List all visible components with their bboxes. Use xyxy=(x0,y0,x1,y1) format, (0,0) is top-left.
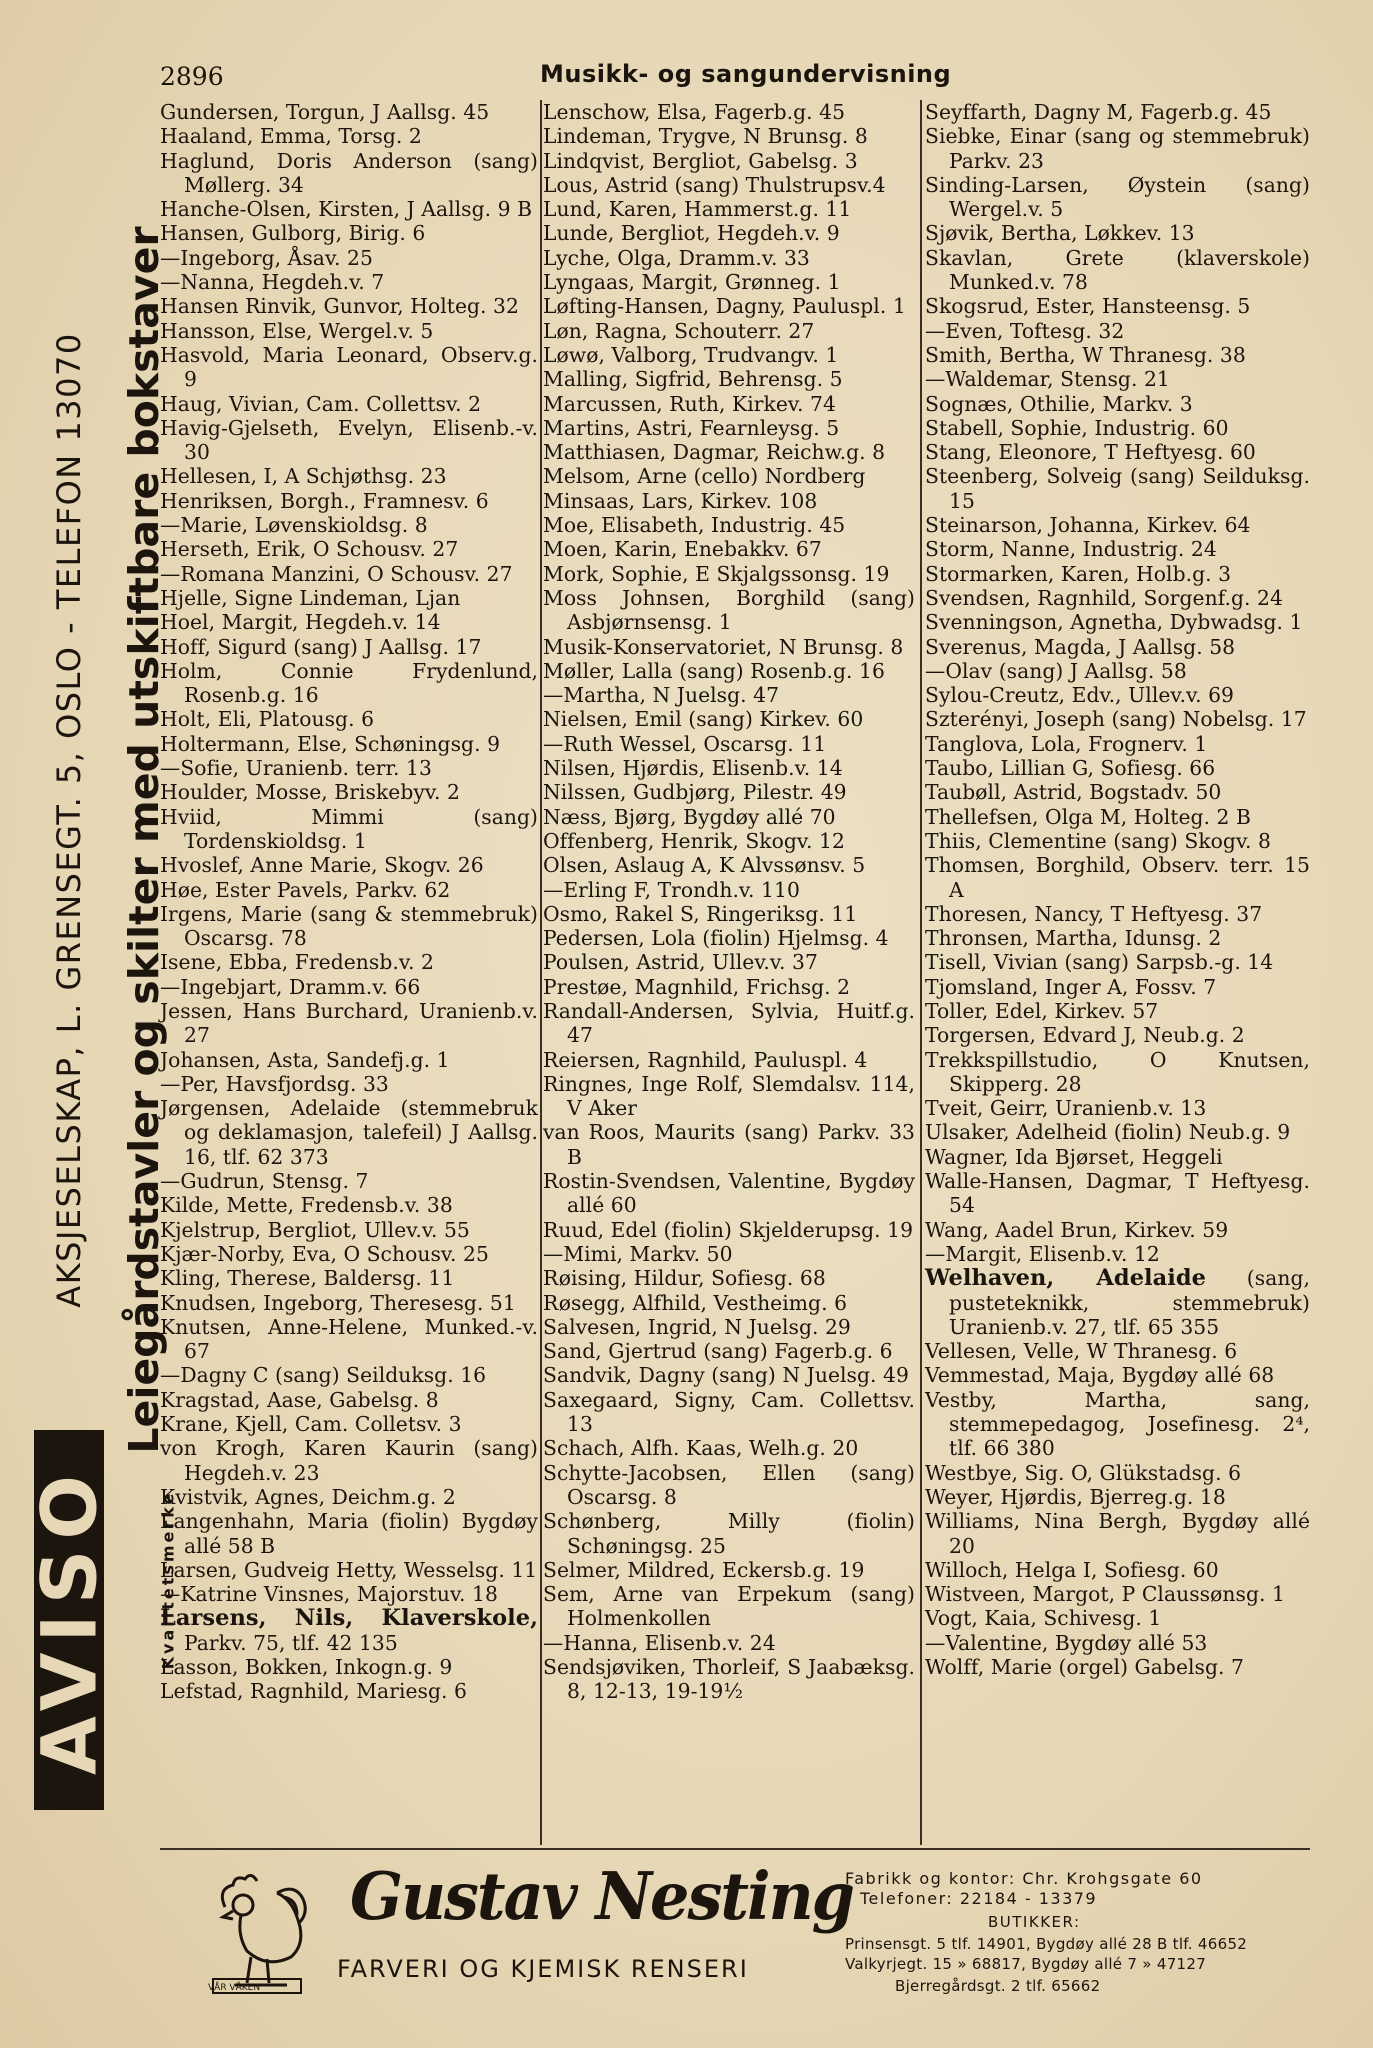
directory-entry: Lunde, Bergliot, Hegdeh.v. 9 xyxy=(543,221,840,246)
directory-entry: —Martha, N Juelsg. 47 xyxy=(543,683,780,708)
directory-entry: Schytte-Jacobsen, Ellen (sang) Oscarsg. 8 xyxy=(543,1460,915,1509)
directory-entry: Knudsen, Ingeborg, Theresesg. 51 xyxy=(160,1290,516,1315)
directory-entry: Willoch, Helga I, Sofiesg. 60 xyxy=(925,1557,1219,1582)
directory-entry: Seyffarth, Dagny M, Fagerb.g. 45 xyxy=(925,100,1272,124)
directory-entry: Holtermann, Else, Schøningsg. 9 xyxy=(160,731,501,756)
directory-entry: Moss Johnsen, Borghild (sang) Asbjørnsensg. 1 xyxy=(543,585,915,635)
directory-entry: Larsen, Gudveig Hetty, Wesselsg. 11 xyxy=(160,1557,538,1582)
directory-entry: Hoff, Sigurd (sang) J Aallsg. 17 xyxy=(160,634,482,659)
page-number: 2896 xyxy=(160,62,224,91)
directory-entry: Løwø, Valborg, Trudvangv. 1 xyxy=(543,342,839,367)
directory-entry: Løfting-Hansen, Dagny, Pauluspl. 1 xyxy=(543,294,906,319)
directory-entry: Mork, Sophie, E Skjalgssonsg. 19 xyxy=(543,561,890,586)
directory-entry: Vemmestad, Maja, Bygdøy allé 68 xyxy=(925,1363,1275,1388)
directory-entry: Sandvik, Dagny (sang) N Juelsg. 49 xyxy=(543,1363,909,1388)
directory-entry: Henriksen, Borgh., Framnesv. 6 xyxy=(160,488,489,513)
directory-entry: Langenhahn, Maria (fiolin) Bygdøy allé 58 B xyxy=(160,1509,538,1558)
directory-entry: Lous, Astrid (sang) Thulstrupsv.4 xyxy=(543,172,886,197)
directory-entry: Wolff, Marie (orgel) Gabelsg. 7 xyxy=(925,1655,1244,1679)
directory-entry: Wistveen, Margot, P Claussønsg. 1 xyxy=(925,1582,1285,1607)
directory-entry: —Waldemar, Stensg. 21 xyxy=(925,367,1170,392)
directory-entry: Lenschow, Elsa, Fagerb.g. 45 xyxy=(543,100,846,124)
shops-heading: BUTIKKER: xyxy=(988,1913,1081,1931)
directory-entry: Walle-Hansen, Dagmar, T Heftyesg. 54 xyxy=(925,1169,1310,1218)
directory-entry: Musik-Konservatoriet, N Brunsg. 8 xyxy=(543,634,904,659)
directory-entry: Røsegg, Alfhild, Vestheimg. 6 xyxy=(543,1290,848,1315)
directory-entry: Høe, Ester Pavels, Parkv. 62 xyxy=(160,877,451,902)
directory-entry: Matthiasen, Dagmar, Reichw.g. 8 xyxy=(543,440,886,465)
directory-entry: Stang, Eleonore, T Heftyesg. 60 xyxy=(925,440,1256,465)
bold-name: Larsens, Nils, Klaverskole, xyxy=(160,1605,538,1632)
directory-entry: —Katrine Vinsnes, Majorstuv. 18 xyxy=(160,1582,498,1607)
directory-entry: —Even, Toftesg. 32 xyxy=(925,318,1125,343)
directory-entry: Stabell, Sophie, Industrig. 60 xyxy=(925,415,1229,440)
aviso-logo-text: AVISO xyxy=(24,1464,114,1776)
directory-entry: Thellefsen, Olga M, Holteg. 2 B xyxy=(925,804,1251,829)
directory-entry: Poulsen, Astrid, Ullev.v. 37 xyxy=(543,950,818,975)
directory-entry: Sognæs, Othilie, Markv. 3 xyxy=(925,391,1193,416)
directory-entry: Taubøll, Astrid, Bogstadv. 50 xyxy=(925,780,1222,805)
directory-entry: Saxegaard, Signy, Cam. Collettsv. 13 xyxy=(543,1387,915,1437)
directory-entry: Svenningson, Agnetha, Dybwadsg. 1 xyxy=(925,610,1303,635)
directory-entry: Selmer, Mildred, Eckersb.g. 19 xyxy=(543,1557,865,1582)
directory-column-3 xyxy=(925,100,1310,1840)
directory-entry: Tanglova, Lola, Frognerv. 1 xyxy=(925,731,1208,756)
nesting-subtitle: FARVERI OG KJEMISK RENSERI xyxy=(337,1955,749,1983)
directory-entry: Hanche-Olsen, Kirsten, J Aallsg. 9 B xyxy=(160,197,533,222)
directory-entry: Vestby, Martha, sang, stemmepedagog, Josefinesg. 2⁴, tlf. 66 380 xyxy=(925,1387,1310,1461)
directory-entry: Prestøe, Magnhild, Frichsg. 2 xyxy=(543,974,851,999)
directory-entry: Pedersen, Lola (fiolin) Hjelmsg. 4 xyxy=(543,926,889,951)
directory-entry: Isene, Ebba, Fredensb.v. 2 xyxy=(160,950,434,975)
nesting-advert xyxy=(160,1855,1310,2015)
rooster-caption: VÅR VÅKEN xyxy=(208,1983,261,1993)
directory-entry: Vellesen, Velle, W Thranesg. 6 xyxy=(925,1339,1238,1364)
directory-entry: Stormarken, Karen, Holb.g. 3 xyxy=(925,561,1232,586)
directory-entry: Lasson, Bokken, Inkogn.g. 9 xyxy=(160,1655,453,1679)
directory-entry: —Mimi, Markv. 50 xyxy=(543,1241,733,1266)
directory-entry: Sjøvik, Bertha, Løkkev. 13 xyxy=(925,221,1195,246)
directory-entry: Kling, Therese, Baldersg. 11 xyxy=(160,1266,455,1291)
directory-entry: Tjomsland, Inger A, Fossv. 7 xyxy=(925,974,1217,999)
directory-entry: Thoresen, Nancy, T Heftyesg. 37 xyxy=(925,901,1263,926)
directory-entry: —Ingeborg, Åsav. 25 xyxy=(160,245,373,270)
directory-entry: Lindqvist, Bergliot, Gabelsg. 3 xyxy=(543,148,858,173)
shop-line: Prinsensgt. 5 tlf. 14901, Bygdøy allé 28 B tlf. 46652 xyxy=(845,1935,1248,1953)
directory-entry: Thomsen, Borghild, Observ. terr. 15 A xyxy=(925,853,1310,902)
directory-entry: Møller, Lalla (sang) Rosenb.g. 16 xyxy=(543,658,885,683)
directory-entry: Kilde, Mette, Fredensb.v. 38 xyxy=(160,1193,453,1218)
directory-entry: Næss, Bjørg, Bygdøy allé 70 xyxy=(543,804,836,829)
directory-entry: —Erling F, Trondh.v. 110 xyxy=(543,877,800,902)
directory-entry: Rostin-Svendsen, Valentine, Bygdøy allé 60 xyxy=(543,1169,915,1218)
directory-entry: Johansen, Asta, Sandefj.g. 1 xyxy=(160,1047,450,1072)
directory-entry: Melsom, Arne (cello) Nordberg xyxy=(543,464,866,489)
directory-entry: Martins, Astri, Fearnleysg. 5 xyxy=(543,415,840,440)
directory-entry: Hansen Rinvik, Gunvor, Holteg. 32 xyxy=(160,294,519,319)
directory-entry: Skogsrud, Ester, Hansteensg. 5 xyxy=(925,294,1251,319)
directory-entry: Holm, Connie Frydenlund, Rosenb.g. 16 xyxy=(160,658,538,708)
directory-entry: Toller, Edel, Kirkev. 57 xyxy=(925,998,1159,1023)
directory-entry: Salvesen, Ingrid, N Juelsg. 29 xyxy=(543,1314,851,1339)
directory-entry: Lyche, Olga, Dramm.v. 33 xyxy=(543,245,810,270)
directory-entry: —Romana Manzini, O Schousv. 27 xyxy=(160,561,513,586)
directory-entry: Siebke, Einar (sang og stemmebruk) Parkv. 23 xyxy=(925,124,1310,173)
directory-entry: Wang, Aadel Brun, Kirkev. 59 xyxy=(925,1217,1229,1242)
directory-entry: Haug, Vivian, Cam. Collettsv. 2 xyxy=(160,391,482,416)
directory-entry: —Nanna, Hegdeh.v. 7 xyxy=(160,270,385,295)
directory-entry: Skavlan, Grete (klaverskole) Munked.v. 78 xyxy=(925,245,1310,295)
section-title: Musikk- og sangundervisning xyxy=(540,60,952,88)
directory-entry: Moen, Karin, Enebakkv. 67 xyxy=(543,537,822,562)
directory-entry: Minsaas, Lars, Kirkev. 108 xyxy=(543,488,818,513)
directory-entry: Osmo, Rakel S, Ringeriksg. 11 xyxy=(543,901,858,926)
directory-entry: Hoel, Margit, Hegdeh.v. 14 xyxy=(160,610,441,635)
directory-entry: Smith, Bertha, W Thranesg. 38 xyxy=(925,342,1246,367)
directory-entry: Steinarson, Johanna, Kirkev. 64 xyxy=(925,513,1251,538)
directory-entry: Larsens, Nils, Klaverskole, Parkv. 75, tlf. 42 135 xyxy=(160,1605,538,1655)
directory-entry: Lyngaas, Margit, Grønneg. 1 xyxy=(543,270,841,295)
directory-entry: Jørgensen, Adelaide (stemmebruk og deklamasjon, talefeil) J Aallsg. 16, tlf. 62 373 xyxy=(160,1096,538,1169)
factory-phones: Telefoner: 22184 - 13379 xyxy=(860,1889,1098,1908)
directory-entry: Røising, Hildur, Sofiesg. 68 xyxy=(543,1266,826,1291)
aviso-slogan: Leiegårdstavler og skilter med utskiftbare bokstaver xyxy=(120,226,168,1454)
directory-entry: —Ruth Wessel, Oscarsg. 11 xyxy=(543,731,827,756)
directory-column-1 xyxy=(160,100,538,1840)
directory-entry: Storm, Nanne, Industrig. 24 xyxy=(925,537,1217,562)
directory-entry: Hjelle, Signe Lindeman, Ljan xyxy=(160,585,461,610)
directory-entry: Schach, Alfh. Kaas, Welh.g. 20 xyxy=(543,1436,859,1461)
directory-entry: Lindeman, Trygve, N Brunsg. 8 xyxy=(543,124,868,149)
directory-entry: —Dagny C (sang) Seilduksg. 16 xyxy=(160,1363,487,1388)
directory-entry: Hansson, Else, Wergel.v. 5 xyxy=(160,318,434,343)
directory-entry: Taubo, Lillian G, Sofiesg. 66 xyxy=(925,756,1216,781)
directory-entry: —Per, Havsfjordsg. 33 xyxy=(160,1071,389,1096)
directory-entry: Marcussen, Ruth, Kirkev. 74 xyxy=(543,391,836,416)
directory-entry: —Marie, Løvenskioldsg. 8 xyxy=(160,513,428,538)
directory-entry: Wagner, Ida Bjørset, Heggeli xyxy=(925,1144,1223,1169)
aviso-address: AKSJESELSKAP, L. GRENSEGT. 5, OSLO - TELEFON 13070 xyxy=(50,332,88,1308)
directory-entry: —Hanna, Elisenb.v. 24 xyxy=(543,1630,776,1655)
nesting-brand-logo: Gustav Nesting xyxy=(350,1858,853,1935)
directory-entry: Sylou-Creutz, Edv., Ullev.v. 69 xyxy=(925,683,1235,708)
directory-entry: Olsen, Aslaug A, K Alvssønsv. 5 xyxy=(543,853,866,878)
directory-entry: Nilssen, Gudbjørg, Pilestr. 49 xyxy=(543,780,847,805)
directory-entry: Sverenus, Magda, J Aallsg. 58 xyxy=(925,634,1236,659)
directory-entry: Sem, Arne van Erpekum (sang) Holmenkollen xyxy=(543,1582,915,1631)
directory-entry: Kjelstrup, Bergliot, Ullev.v. 55 xyxy=(160,1217,470,1242)
directory-entry: Holt, Eli, Platousg. 6 xyxy=(160,707,375,732)
directory-entry: Løn, Ragna, Schouterr. 27 xyxy=(543,318,815,343)
column-divider xyxy=(920,100,922,1845)
column-divider xyxy=(540,100,542,1845)
directory-entry: Offenberg, Henrik, Skogv. 12 xyxy=(543,828,845,853)
shop-line: Bjerregårdsgt. 2 tlf. 65662 xyxy=(895,1977,1101,1995)
directory-entry: Krane, Kjell, Cam. Colletsv. 3 xyxy=(160,1412,462,1437)
directory-entry: —Sofie, Uranienb. terr. 13 xyxy=(160,756,432,781)
directory-entry: Haaland, Emma, Torsg. 2 xyxy=(160,124,422,149)
directory-entry: Kjær-Norby, Eva, O Schousv. 25 xyxy=(160,1241,489,1266)
bottom-divider xyxy=(160,1848,1310,1850)
directory-entry: Reiersen, Ragnhild, Pauluspl. 4 xyxy=(543,1047,868,1072)
directory-entry: Vogt, Kaia, Schivesg. 1 xyxy=(925,1606,1162,1631)
directory-entry: Havig-Gjelseth, Evelyn, Elisenb.-v. 30 xyxy=(160,415,538,465)
directory-entry: Schønberg, Milly (fiolin) Schøningsg. 25 xyxy=(543,1509,915,1558)
directory-entry: Hvoslef, Anne Marie, Skogv. 26 xyxy=(160,853,484,878)
directory-entry: Hellesen, I, A Schjøthsg. 23 xyxy=(160,464,447,489)
directory-entry: Welhaven, Adelaide (sang, pusteteknikk, stemmebruk) Uranienb.v. 27, tlf. 65 355 xyxy=(925,1265,1311,1339)
directory-entry: Houlder, Mosse, Briskebyv. 2 xyxy=(160,780,460,805)
directory-entry: —Margit, Elisenb.v. 12 xyxy=(925,1241,1160,1266)
directory-entry: Knutsen, Anne-Helene, Munked.-v. 67 xyxy=(160,1314,538,1364)
directory-entry: Randall-Andersen, Sylvia, Huitf.g. 47 xyxy=(543,998,915,1048)
directory-entry: Tveit, Geirr, Uranienb.v. 13 xyxy=(925,1096,1207,1121)
directory-entry: Herseth, Erik, O Schousv. 27 xyxy=(160,537,459,562)
directory-entry: Jessen, Hans Burchard, Uranienb.v. 27 xyxy=(160,998,538,1048)
directory-entry: Ulsaker, Adelheid (fiolin) Neub.g. 9 xyxy=(925,1120,1291,1145)
directory-entry: van Roos, Maurits (sang) Parkv. 33 B xyxy=(543,1120,915,1169)
directory-entry: Weyer, Hjørdis, Bjerreg.g. 18 xyxy=(925,1484,1226,1509)
directory-entry: Torgersen, Edvard J, Neub.g. 2 xyxy=(925,1023,1245,1048)
directory-entry: Williams, Nina Bergh, Bygdøy allé 20 xyxy=(925,1509,1310,1558)
directory-entry: Haglund, Doris Anderson (sang) Møllerg. 34 xyxy=(160,148,538,197)
directory-entry: Kvistvik, Agnes, Deichm.g. 2 xyxy=(160,1484,456,1509)
directory-entry: Ringnes, Inge Rolf, Slemdalsv. 114, V Aker xyxy=(543,1071,915,1121)
directory-entry: Kragstad, Aase, Gabelsg. 8 xyxy=(160,1387,439,1412)
directory-entry: Ruud, Edel (fiolin) Skjelderupsg. 19 xyxy=(543,1217,914,1242)
directory-column-2 xyxy=(543,100,915,1840)
shop-line: Valkyrjegt. 15 » 68817, Bygdøy allé 7 » 47127 xyxy=(845,1955,1207,1973)
directory-entry: Thronsen, Martha, Idunsg. 2 xyxy=(925,926,1222,951)
directory-entry: Hasvold, Maria Leonard, Observ.g. 9 xyxy=(160,342,538,392)
directory-entry: Sinding-Larsen, Øystein (sang) Wergel.v. 5 xyxy=(925,172,1310,222)
directory-entry: Moe, Elisabeth, Industrig. 45 xyxy=(543,513,846,538)
factory-address: Fabrikk og kontor: Chr. Krohgsgate 60 xyxy=(845,1869,1203,1888)
directory-entry: Lund, Karen, Hammerst.g. 11 xyxy=(543,197,852,222)
directory-entry: —Ingebjart, Dramm.v. 66 xyxy=(160,974,421,999)
directory-entry: Sendsjøviken, Thorleif, S Jaabæksg. 8, 12-13, 19-19½ xyxy=(543,1655,915,1704)
quality-mark-text: Kvalitetsmerke xyxy=(158,1490,178,1670)
directory-entry: Gundersen, Torgun, J Aallsg. 45 xyxy=(160,100,490,124)
directory-entry: —Gudrun, Stensg. 7 xyxy=(160,1169,369,1194)
directory-entry: Thiis, Clementine (sang) Skogv. 8 xyxy=(925,828,1272,853)
vertical-advert-sidebar xyxy=(20,100,178,1840)
directory-entry: Tisell, Vivian (sang) Sarpsb.-g. 14 xyxy=(925,950,1274,975)
directory-entry: Szterényi, Joseph (sang) Nobelsg. 17 xyxy=(925,707,1307,732)
directory-entry: Trekkspillstudio, O Knutsen, Skipperg. 28 xyxy=(925,1047,1310,1096)
directory-entry: Malling, Sigfrid, Behrensg. 5 xyxy=(543,367,843,392)
directory-entry: —Valentine, Bygdøy allé 53 xyxy=(925,1630,1208,1655)
directory-entry: von Krogh, Karen Kaurin (sang) Hegdeh.v. 23 xyxy=(160,1436,538,1485)
directory-entry: Hviid, Mimmi (sang) Tordenskioldsg. 1 xyxy=(160,804,538,853)
directory-entry: Sand, Gjertrud (sang) Fagerb.g. 6 xyxy=(543,1339,893,1364)
directory-entry: Steenberg, Solveig (sang) Seilduksg. 15 xyxy=(925,464,1310,513)
directory-entry: Irgens, Marie (sang & stemmebruk) Oscarsg. 78 xyxy=(160,901,538,951)
directory-entry: Nielsen, Emil (sang) Kirkev. 60 xyxy=(543,707,864,732)
directory-entry: —Olav (sang) J Aallsg. 58 xyxy=(925,658,1187,683)
bold-name: Welhaven, Adelaide xyxy=(925,1265,1207,1292)
directory-entry: Hansen, Gulborg, Birig. 6 xyxy=(160,221,426,246)
directory-entry: Westbye, Sig. O, Glükstadsg. 6 xyxy=(925,1460,1242,1485)
directory-entry: Lefstad, Ragnhild, Mariesg. 6 xyxy=(160,1679,467,1704)
directory-entry: Nilsen, Hjørdis, Elisenb.v. 14 xyxy=(543,756,843,781)
directory-entry: Svendsen, Ragnhild, Sorgenf.g. 24 xyxy=(925,585,1283,610)
